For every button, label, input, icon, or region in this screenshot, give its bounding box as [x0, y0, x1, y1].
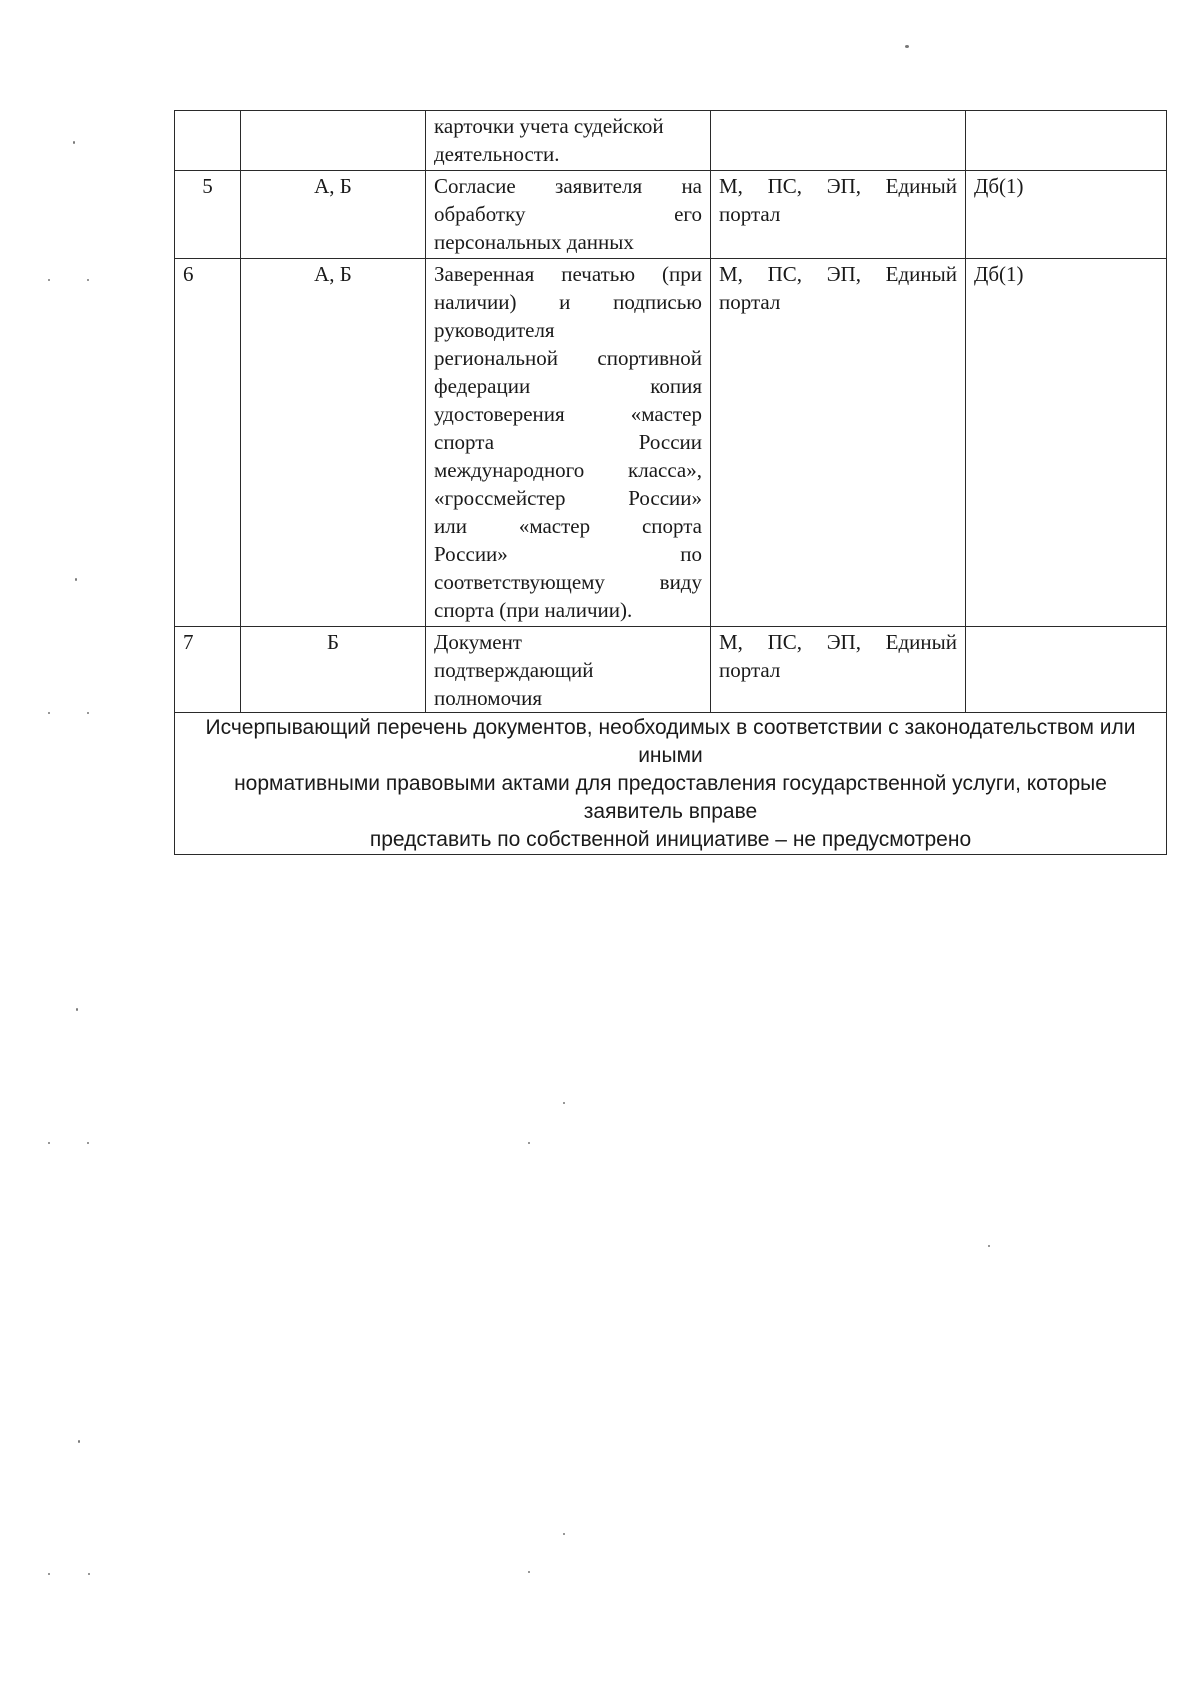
scan-speck — [76, 1008, 78, 1011]
description-line: деятельности. — [434, 142, 560, 166]
table-row — [175, 111, 1167, 171]
description-line: наличии) и подписью — [434, 290, 702, 314]
table-row — [175, 259, 1167, 627]
submission-channels-cell — [711, 627, 966, 713]
submission-channels-cell — [711, 259, 966, 627]
scan-speck — [48, 279, 50, 281]
description-line: или «мастер спорта — [434, 514, 702, 538]
scan-speck — [48, 712, 50, 714]
document-code-cell — [966, 627, 1167, 713]
channels-line: портал — [719, 658, 781, 682]
scan-speck — [87, 279, 89, 281]
description-line: региональной спортивной — [434, 346, 702, 370]
table-row — [175, 627, 1167, 713]
footer-line: Исчерпывающий перечень документов, необходимых в соответствии с законодательством или иными — [205, 716, 1136, 767]
applicant-category-cell: А, Б — [241, 171, 426, 259]
description-line: соответствующему виду — [434, 570, 702, 594]
description-line: спорта (при наличии). — [434, 598, 633, 622]
footer-line: нормативными правовыми актами для предоставления государственной услуги, которые заявитель вправе — [234, 772, 1107, 823]
scan-speck — [48, 1142, 50, 1144]
description-line: Документ — [434, 630, 522, 654]
applicant-category-cell — [241, 111, 426, 171]
document-code-cell: Дб(1) — [966, 171, 1167, 259]
channels-line: М, ПС, ЭП, Единый — [719, 262, 957, 286]
description-line: России» по — [434, 542, 702, 566]
scan-speck — [528, 1571, 530, 1573]
footer-line: представить по собственной инициативе – не предусмотрено — [369, 828, 972, 851]
submission-channels-cell — [711, 111, 966, 171]
scan-speck — [528, 1142, 530, 1144]
document-code-cell: Дб(1) — [966, 259, 1167, 627]
channels-line: портал — [719, 290, 781, 314]
scan-speck — [87, 712, 89, 714]
scan-speck — [78, 1440, 80, 1443]
document-code-cell — [966, 111, 1167, 171]
submission-channels-cell — [711, 171, 966, 259]
description-line: Согласие заявителя на — [434, 174, 702, 198]
description-line: обработку его — [434, 202, 702, 226]
document-description-cell — [426, 171, 711, 259]
scan-speck — [88, 1573, 90, 1575]
description-line: полномочия — [434, 686, 542, 710]
description-line: Заверенная печатью (при — [434, 262, 702, 286]
description-line: подтверждающий — [434, 658, 594, 682]
scan-speck — [563, 1533, 565, 1535]
description-line: международного класса», — [434, 458, 702, 482]
documents-table — [174, 110, 1167, 855]
description-line: спорта России — [434, 430, 702, 454]
channels-line: М, ПС, ЭП, Единый — [719, 174, 957, 198]
document-description-cell — [426, 111, 711, 171]
channels-line: М, ПС, ЭП, Единый — [719, 630, 957, 654]
applicant-category-cell: А, Б — [241, 259, 426, 627]
row-number-cell: 7 — [175, 627, 241, 713]
scan-speck — [87, 1142, 89, 1144]
table-footer-note — [175, 713, 1167, 855]
row-number-cell: 5 — [175, 171, 241, 259]
scan-speck — [73, 141, 75, 144]
scan-speck — [48, 1573, 50, 1575]
description-line: персональных данных — [434, 230, 634, 254]
table-footer-row — [175, 713, 1167, 855]
document-description-cell — [426, 627, 711, 713]
channels-line: портал — [719, 202, 781, 226]
table-row — [175, 171, 1167, 259]
description-line: «гроссмейстер России» — [434, 486, 702, 510]
scan-speck — [988, 1245, 990, 1247]
description-line: удостоверения «мастер — [434, 402, 702, 426]
description-line: карточки учета судейской — [434, 114, 664, 138]
scan-speck — [563, 1102, 565, 1104]
scan-speck — [905, 45, 909, 48]
description-line: руководителя — [434, 318, 555, 342]
applicant-category-cell: Б — [241, 627, 426, 713]
row-number-cell: 6 — [175, 259, 241, 627]
description-line: федерации копия — [434, 374, 702, 398]
scan-speck — [75, 578, 77, 581]
row-number-cell — [175, 111, 241, 171]
document-description-cell — [426, 259, 711, 627]
